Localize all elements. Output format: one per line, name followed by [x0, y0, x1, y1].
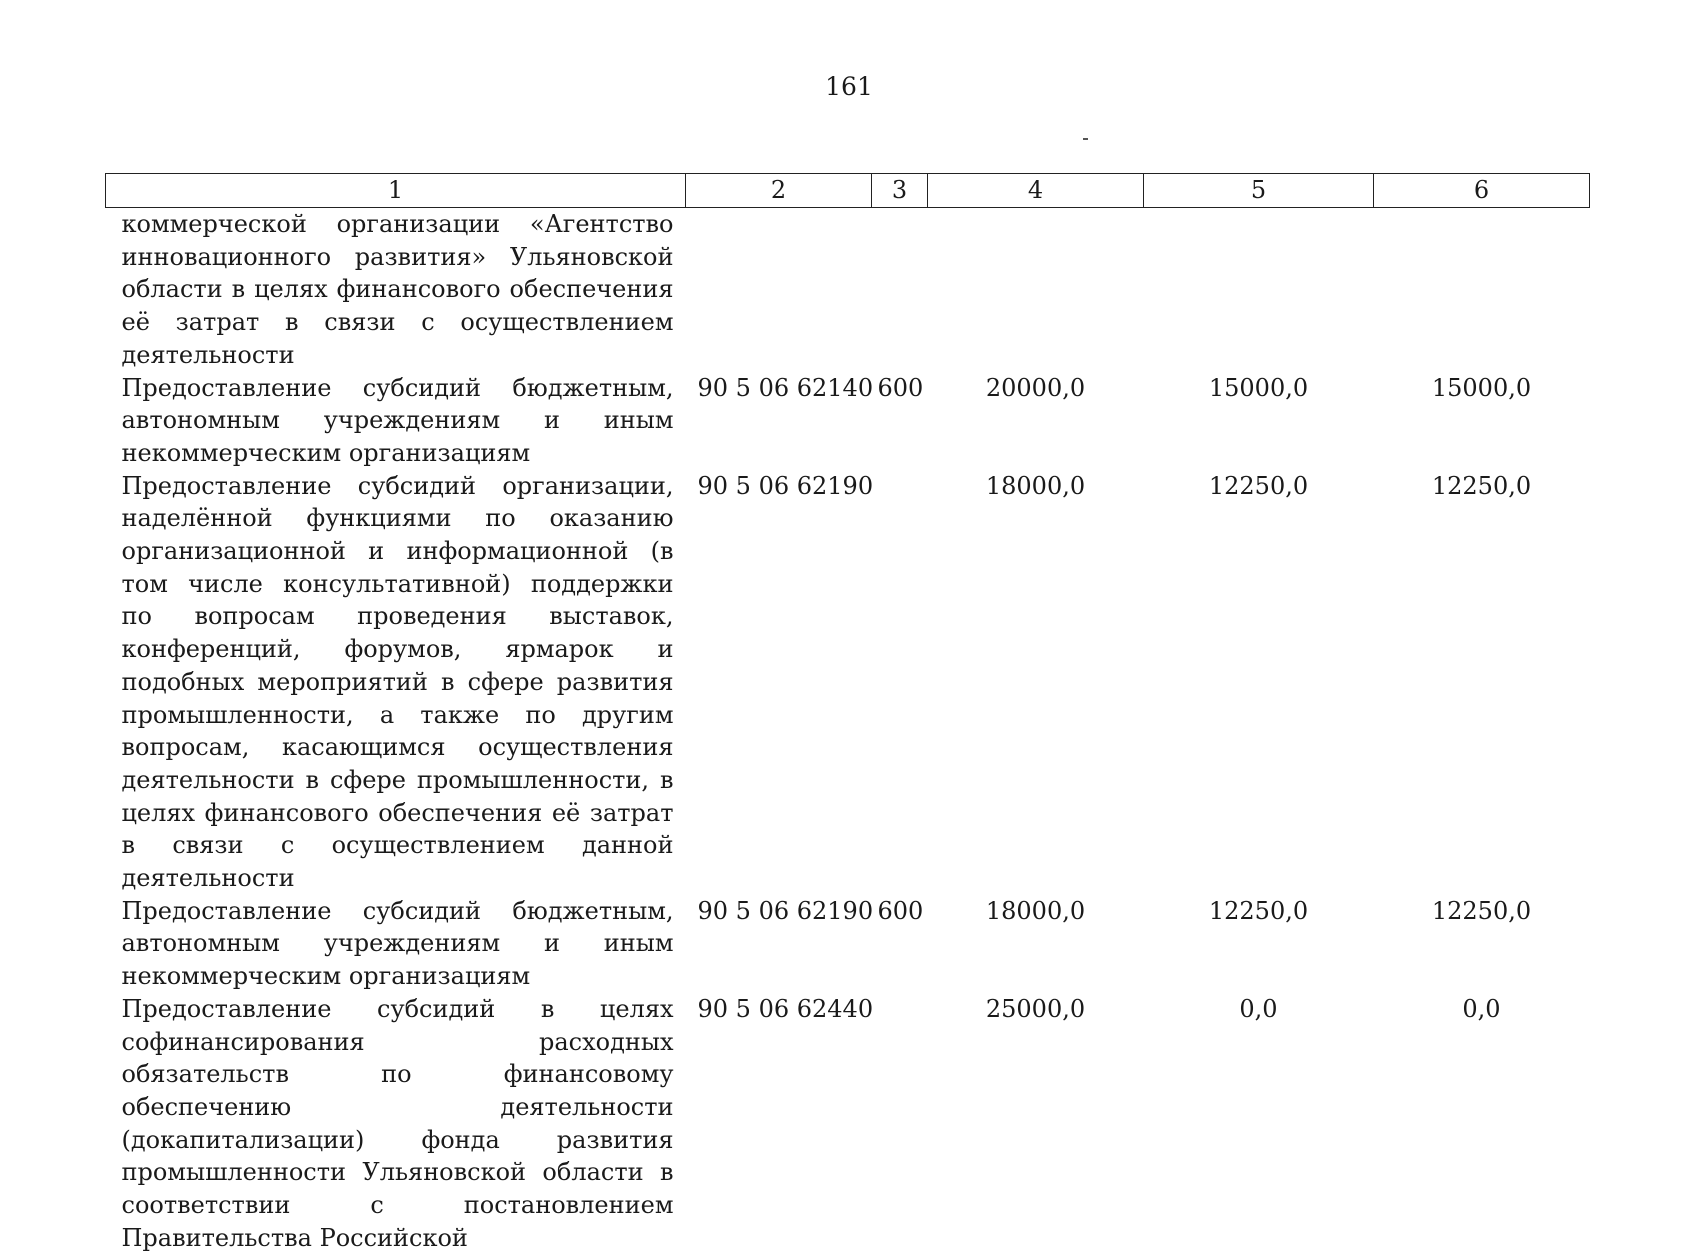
budget-table [105, 173, 1590, 1255]
row-value-1 [928, 208, 1144, 372]
row-value-2: 15000,0 [1208, 373, 1309, 402]
column-header-6: 6 [1374, 174, 1590, 208]
table-body [106, 208, 1590, 1255]
row-type [872, 208, 928, 372]
column-header-1: 1 [106, 174, 686, 208]
row-name: Предоставление субсидий в целях софинансирования расходных обязательств по финансовому обеспечению деятельности (докапитализации) фонда развития промышленности Ульяновской области в соответствии с постановлением Правительства Российской [121, 994, 674, 1252]
row-type: 600 [877, 896, 924, 925]
row-name: Предоставление субсидий бюджетным, автономным учреждениям и иным некоммерческим организациям [121, 896, 674, 991]
column-header-3: 3 [872, 174, 928, 208]
row-value-1: 18000,0 [985, 896, 1086, 925]
header-row [106, 174, 1590, 208]
table-row [106, 470, 1590, 895]
row-value-3: 0,0 [1462, 994, 1501, 1023]
table-row [106, 993, 1590, 1255]
row-code: 90 5 06 62440 [697, 994, 874, 1023]
table-header [106, 174, 1590, 208]
row-code [686, 208, 872, 372]
row-code: 90 5 06 62140 [697, 373, 874, 402]
row-type [872, 993, 928, 1255]
row-value-3: 15000,0 [1431, 373, 1532, 402]
row-code: 90 5 06 62190 [697, 471, 874, 500]
row-code: 90 5 06 62190 [697, 896, 874, 925]
column-header-4: 4 [928, 174, 1144, 208]
row-type [872, 470, 928, 895]
row-value-2: 12250,0 [1208, 896, 1309, 925]
row-value-2: 0,0 [1239, 994, 1278, 1023]
row-value-1: 20000,0 [985, 373, 1086, 402]
row-name: Предоставление субсидий организации, наделённой функциями по оказанию организационной и информационной (в том числе консультативной) поддержки по вопросам проведения выставок, конференций, форумов, ярмарок и подобных мероприятий в сфере развития промышленности, а также по другим вопросам, касающимся осуществления деятельности в сфере промышленности, в целях финансового обеспечения её затрат в связи с осуществлением данной деятельности [121, 471, 674, 893]
row-value-2 [1144, 208, 1374, 372]
row-value-3: 12250,0 [1431, 896, 1532, 925]
page-number: 161 [825, 72, 873, 101]
row-value-3: 12250,0 [1431, 471, 1532, 500]
scan-mark [1083, 138, 1088, 140]
table-row [106, 208, 1590, 372]
row-value-1: 25000,0 [985, 994, 1086, 1023]
row-value-1: 18000,0 [985, 471, 1086, 500]
table-row [106, 895, 1590, 993]
column-header-2: 2 [686, 174, 872, 208]
column-header-5: 5 [1144, 174, 1374, 208]
row-name: коммерческой организации «Агентство инновационного развития» Ульяновской области в целях финансового обеспечения её затрат в связи с осуществлением деятельности [121, 210, 674, 369]
row-type: 600 [877, 373, 924, 402]
table-row [106, 372, 1590, 470]
row-value-3 [1374, 208, 1590, 372]
row-name: Предоставление субсидий бюджетным, автономным учреждениям и иным некоммерческим организациям [121, 373, 674, 467]
row-value-2: 12250,0 [1208, 471, 1309, 500]
